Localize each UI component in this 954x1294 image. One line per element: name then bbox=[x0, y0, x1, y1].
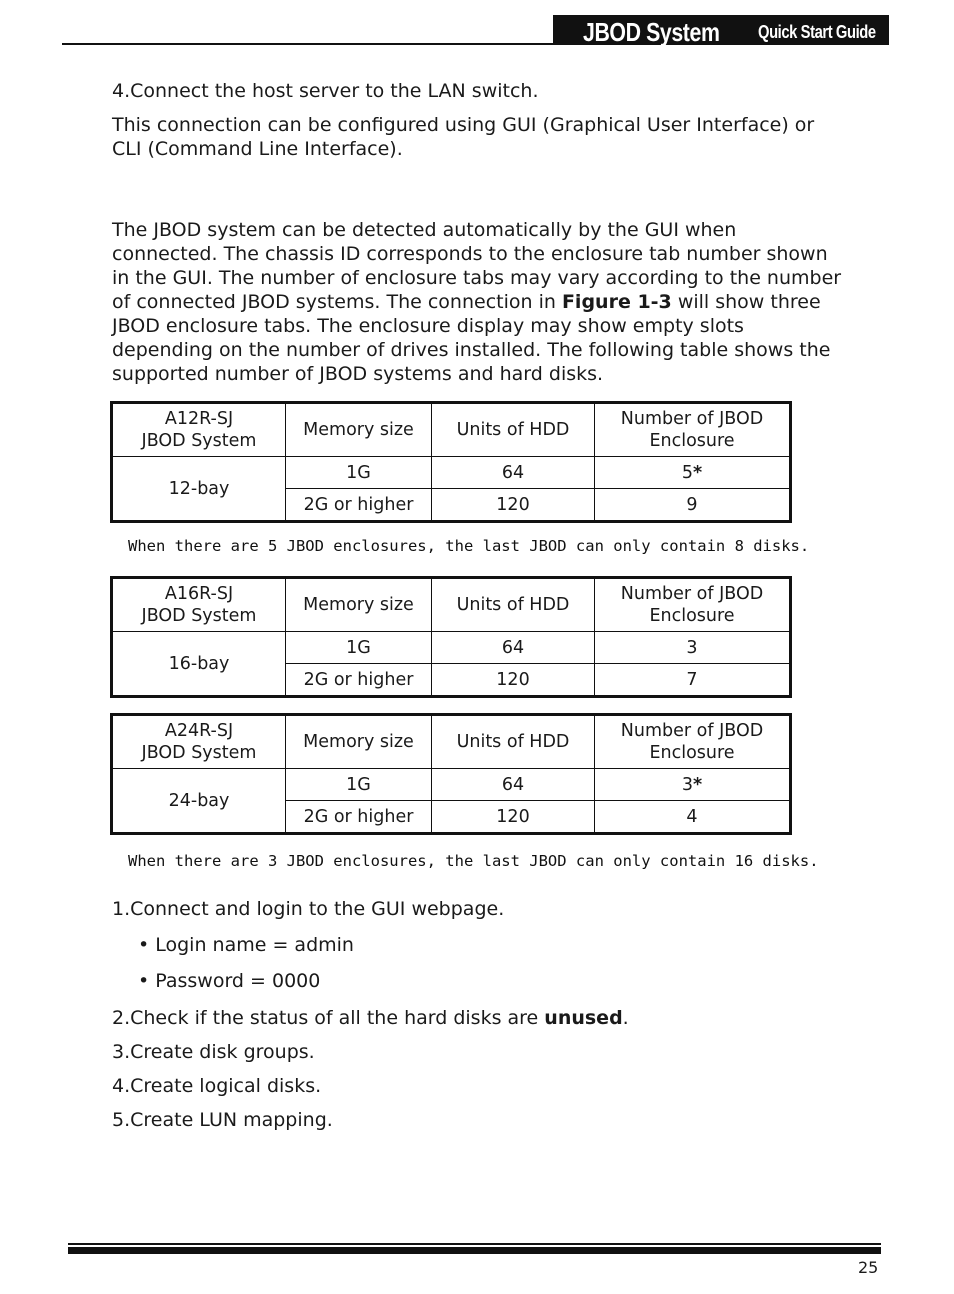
login-name-bullet: • Login name = admin bbox=[138, 934, 354, 956]
intro-step-4: 4.Connect the host server to the LAN switch. bbox=[112, 80, 539, 102]
footer-thin-rule bbox=[68, 1243, 881, 1245]
model-header-cell: A16R-SJ JBOD System bbox=[112, 578, 286, 632]
step-5: 5.Create LUN mapping. bbox=[112, 1109, 333, 1131]
asterisk-mark: * bbox=[692, 462, 703, 483]
table-3-footnote: When there are 3 JBOD enclosures, the last JBOD can only contain 16 disks. bbox=[128, 852, 819, 870]
bay-cell: 12-bay bbox=[112, 457, 286, 522]
jbod-table-a12r bbox=[110, 401, 792, 523]
jbod-table-a16r bbox=[110, 576, 792, 698]
enclosure-header-cell: Number of JBOD Enclosure bbox=[595, 578, 791, 632]
header-rule bbox=[62, 43, 554, 45]
table-1-footnote: When there are 5 JBOD enclosures, the last JBOD can only contain 8 disks. bbox=[128, 537, 810, 555]
enclosure-cell: 9 bbox=[595, 489, 791, 522]
header-banner bbox=[553, 15, 889, 45]
password-bullet: • Password = 0000 bbox=[138, 970, 321, 992]
memory-header-cell: Memory size bbox=[286, 578, 432, 632]
units-cell: 64 bbox=[432, 632, 595, 664]
step-4: 4.Create logical disks. bbox=[112, 1075, 322, 1097]
asterisk-mark: * bbox=[692, 774, 703, 795]
step-2: 2.Check if the status of all the hard disks are unused. bbox=[112, 1007, 629, 1029]
memory-cell: 1G bbox=[286, 632, 432, 664]
memory-cell: 2G or higher bbox=[286, 489, 432, 522]
units-header-cell: Units of HDD bbox=[432, 403, 595, 457]
memory-cell: 1G bbox=[286, 769, 432, 801]
memory-cell: 2G or higher bbox=[286, 801, 432, 834]
description-part1: The JBOD system can be detected automatically by the GUI when connected. The chassis ID corresponds to the enclosure tab number shown in the GUI. The number of enclosure tabs may vary according to the number of connected JBOD systems. The connection in bbox=[112, 219, 842, 313]
intro-config-text: This connection can be configured using GUI (Graphical User Interface) or CLI (Command Line Interface). bbox=[112, 114, 815, 160]
units-cell: 120 bbox=[432, 664, 595, 697]
step-3: 3.Create disk groups. bbox=[112, 1041, 315, 1063]
model-header-cell: A24R-SJ JBOD System bbox=[112, 715, 286, 769]
units-cell: 64 bbox=[432, 769, 595, 801]
enclosure-cell: 5* bbox=[595, 457, 791, 489]
memory-header-cell: Memory size bbox=[286, 403, 432, 457]
header-title: JBOD System bbox=[583, 17, 720, 47]
step-1: 1.Connect and login to the GUI webpage. bbox=[112, 898, 505, 920]
units-cell: 120 bbox=[432, 489, 595, 522]
bay-cell: 16-bay bbox=[112, 632, 286, 697]
enclosure-cell: 3* bbox=[595, 769, 791, 801]
units-cell: 64 bbox=[432, 457, 595, 489]
page-number: 25 bbox=[858, 1258, 879, 1277]
enclosure-header-cell: Number of JBOD Enclosure bbox=[595, 715, 791, 769]
enclosure-cell: 4 bbox=[595, 801, 791, 834]
units-cell: 120 bbox=[432, 801, 595, 834]
bay-cell: 24-bay bbox=[112, 769, 286, 834]
enclosure-cell: 3 bbox=[595, 632, 791, 664]
description-part2: will show three JBOD enclosure tabs. The enclosure display may show empty slots depending on the number of drives installed. The following table shows the supported number of JBOD systems and hard disks. bbox=[112, 291, 831, 385]
description-paragraph bbox=[112, 218, 842, 386]
header-subtitle: Quick Start Guide bbox=[758, 22, 876, 42]
memory-header-cell: Memory size bbox=[286, 715, 432, 769]
memory-cell: 2G or higher bbox=[286, 664, 432, 697]
model-header-cell: A12R-SJ JBOD System bbox=[112, 403, 286, 457]
units-header-cell: Units of HDD bbox=[432, 715, 595, 769]
units-header-cell: Units of HDD bbox=[432, 578, 595, 632]
figure-reference: Figure 1-3 bbox=[561, 291, 672, 313]
unused-keyword: unused bbox=[544, 1007, 623, 1029]
jbod-table-a24r bbox=[110, 713, 792, 835]
enclosure-header-cell: Number of JBOD Enclosure bbox=[595, 403, 791, 457]
footer-thick-rule bbox=[68, 1247, 881, 1254]
memory-cell: 1G bbox=[286, 457, 432, 489]
enclosure-cell: 7 bbox=[595, 664, 791, 697]
